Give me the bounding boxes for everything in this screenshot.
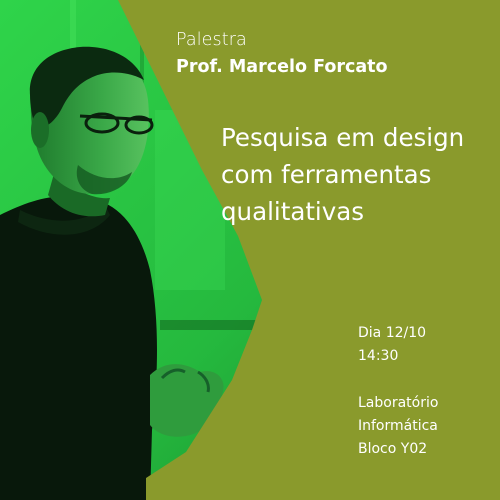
talk-title-line: qualitativas [221,197,365,226]
event-datetime [358,322,426,368]
talk-title-line: com ferramentas [221,160,432,189]
event-location [358,392,438,461]
speaker-name: Prof. Marcelo Forcato [176,57,388,77]
location-line: Informática [358,418,438,434]
location-line: Laboratório [358,395,439,411]
location-line: Bloco Y02 [358,441,428,457]
event-type-label: Palestra [176,30,247,50]
event-time: 14:30 [358,348,399,364]
event-date: Dia 12/10 [358,325,427,341]
talk-title-line: Pesquisa em design [221,123,465,152]
talk-title [221,119,464,230]
